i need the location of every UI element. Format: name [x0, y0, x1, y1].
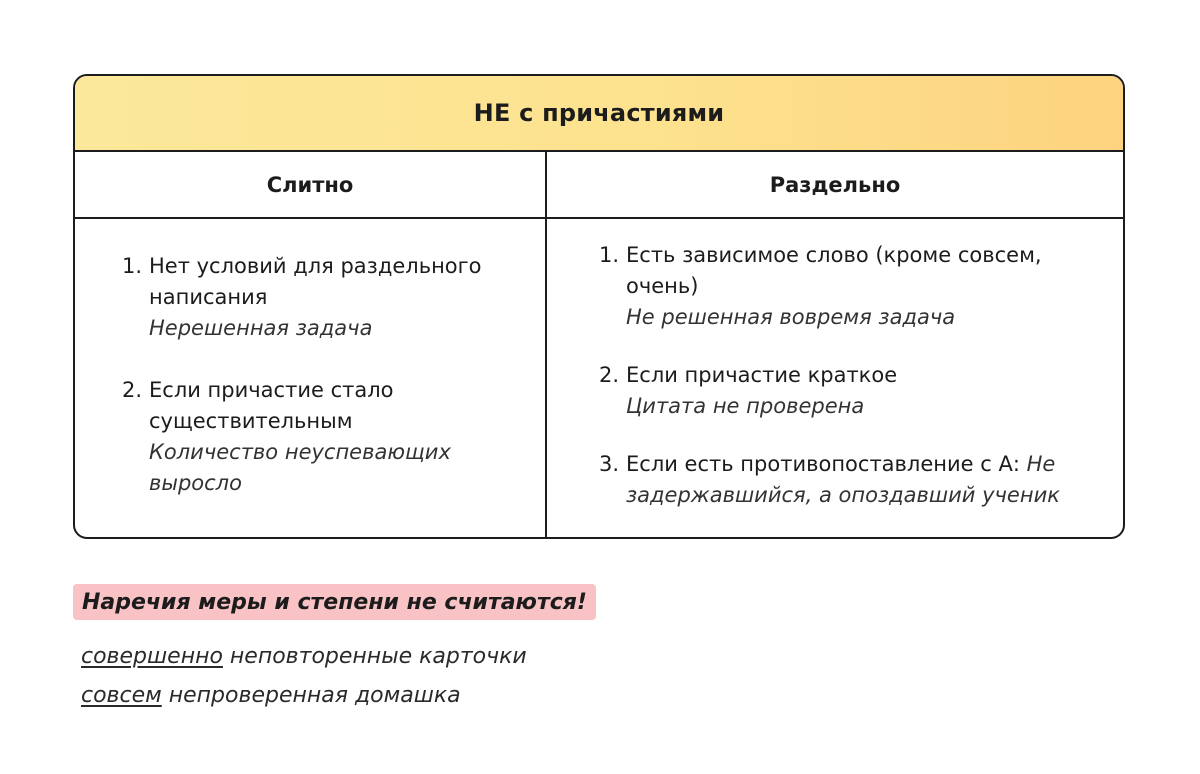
table-header-row — [75, 152, 1123, 219]
table-body-row — [75, 219, 1123, 537]
rule-number: 1. — [599, 243, 620, 267]
list-item — [122, 251, 527, 344]
rule-number: 1. — [122, 254, 143, 278]
rule-example: Нерешенная задача — [149, 316, 373, 340]
rule-example: Не решенная вовремя задача — [626, 305, 956, 329]
rule-text: Если причастие стало существительным — [149, 378, 394, 433]
rule-text: Есть зависимое слово (кроме совсем, очень) — [626, 243, 1042, 298]
rule-example: Количество неуспевающих выросло — [149, 440, 451, 495]
rule-example: Не задержавшийся, а опоздавший ученик — [626, 452, 1060, 507]
rule-number: 2. — [122, 378, 143, 402]
example-line — [81, 637, 527, 676]
list-item — [599, 449, 1104, 511]
note-highlight: Наречия меры и степени не считаются! — [73, 584, 596, 620]
rule-content — [149, 375, 527, 499]
rule-text: Нет условий для раздельного написания — [149, 254, 482, 309]
rule-table — [73, 74, 1125, 539]
examples-block — [81, 637, 527, 715]
rule-text: Если есть противопоставление с А: — [626, 452, 1020, 476]
example-line — [81, 676, 527, 715]
separate-rules-list — [599, 240, 1104, 511]
separate-rules-cell — [547, 219, 1123, 537]
column-header-separate: Раздельно — [769, 172, 901, 197]
rule-content — [626, 449, 1104, 511]
table-title-row — [75, 76, 1123, 152]
list-item — [599, 240, 1104, 333]
example-rest: неповторенные карточки — [229, 644, 527, 669]
rule-number: 2. — [599, 363, 620, 387]
together-rules-list — [122, 251, 527, 499]
rule-content — [626, 240, 1104, 333]
table-title: НЕ с причастиями — [473, 99, 725, 127]
column-header-together: Слитно — [75, 152, 547, 217]
rule-number: 3. — [599, 452, 620, 476]
rule-content — [149, 251, 527, 344]
example-adverb: совсем — [81, 683, 162, 708]
together-rules-cell — [75, 219, 547, 537]
rule-content — [626, 360, 1104, 422]
example-rest: непроверенная домашка — [168, 683, 461, 708]
list-item — [599, 360, 1104, 422]
rule-example: Цитата не проверена — [626, 394, 865, 418]
list-item — [122, 375, 527, 499]
example-adverb: совершенно — [81, 644, 223, 669]
rule-text: Если причастие краткое — [626, 363, 898, 387]
